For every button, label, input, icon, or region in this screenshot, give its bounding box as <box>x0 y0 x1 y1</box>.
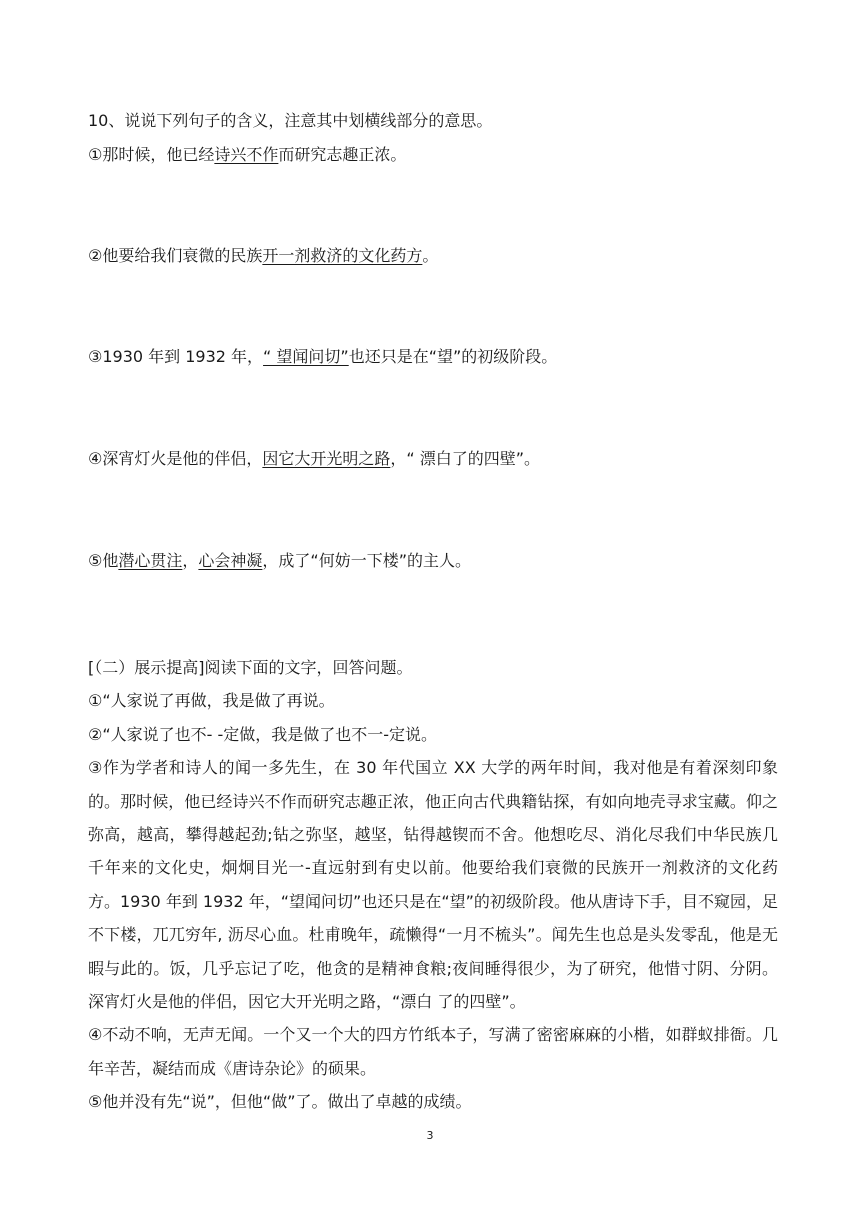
item-text: 他 <box>102 551 119 570</box>
item-text: ，“ 漂白了的四壁”。 <box>390 449 541 468</box>
page-number: 3 <box>426 1129 434 1142</box>
paragraph: ⑤他并没有先“说”，但他“做”了。做出了卓越的成绩。 <box>88 1092 472 1112</box>
underlined-phrase: 潜心贯注 <box>118 551 183 570</box>
item-marker: ⑤ <box>88 551 103 570</box>
item-text: 那时候，他已经 <box>102 145 215 164</box>
item-text: ，成了“何妨一下楼”的主人。 <box>262 551 471 570</box>
item-marker: ④ <box>88 449 103 468</box>
paragraph: ④不动不响，无声无闻。一个又一个大的四方竹纸本子，写满了密密麻麻的小楷，如群蚁排衙。几年辛苦，凝结而成《唐诗杂论》的硕果。 <box>88 1025 778 1078</box>
underlined-phrase: 心会神凝 <box>198 551 263 570</box>
question-item-1 <box>88 145 406 165</box>
item-text: 而研究志趣正浓。 <box>278 145 407 164</box>
item-text: 深宵灯火是他的伴侣， <box>102 449 263 468</box>
question-item-4 <box>88 449 540 469</box>
section-heading: [（二）展示提高]阅读下面的文字，回答问题。 <box>88 658 413 677</box>
item-text: 1930 年到 1932 年， <box>102 347 264 366</box>
underlined-phrase: 开一剂救济的文化药方 <box>262 246 423 265</box>
reading-section <box>88 651 778 1119</box>
item-marker: ① <box>88 145 103 164</box>
item-text: ， <box>182 551 199 570</box>
question-item-5 <box>88 551 471 571</box>
underlined-phrase: 因它大开光明之路 <box>262 449 391 468</box>
question-item-3 <box>88 347 557 367</box>
question-item-2 <box>88 246 438 266</box>
item-marker: ③ <box>88 347 103 366</box>
paragraph: ③作为学者和诗人的闻一多先生，在 30 年代国立 XX 大学的两年时间，我对他是有着深刻印象的。那时候，他已经诗兴不作而研究志趣正浓，他正向古代典籍钻探，有如向地壳寻求宝藏。仰之弥高，越高，攀得越起劲;钻之弥坚，越坚，钻得越锲而不舍。他想吃尽、消化尽我们中华民族几千年来的文化史，炯炯目光一-直远射到有史以前。他要给我们衰微的民族开一剂救济的文化药方。1930 年到 1932 年，“望闻问切”也还只是在“望”的初级阶段。他从唐诗下手，目不窥园，足不下楼，兀兀穷年, 沥尽心血。杜甫晚年，疏懒得“一月不梳头”。闻先生也总是头发零乱，他是无暇与此的。饭，几乎忘记了吃，他贪的是精神食粮;夜间睡得很少，为了研究，他惜寸阴、分阴。深宵灯火是他的伴侣，因它大开光明之路，“漂白 了的四壁”。 <box>88 758 778 1012</box>
item-text: 也还只是在“望”的初级阶段。 <box>348 347 558 366</box>
underlined-phrase: “ 望闻问切” <box>263 347 349 366</box>
paragraph: ②“人家说了也不- -定做，我是做了也不一-定说。 <box>88 724 438 744</box>
paragraph: ①“人家说了再做，我是做了再说。 <box>88 691 335 711</box>
question-title: 10、说说下列句子的含义，注意其中划横线部分的意思。 <box>88 111 493 130</box>
item-marker: ② <box>88 246 103 265</box>
item-text: 他要给我们衰微的民族 <box>102 246 263 265</box>
item-text: 。 <box>422 246 439 265</box>
underlined-phrase: 诗兴不作 <box>214 145 279 164</box>
